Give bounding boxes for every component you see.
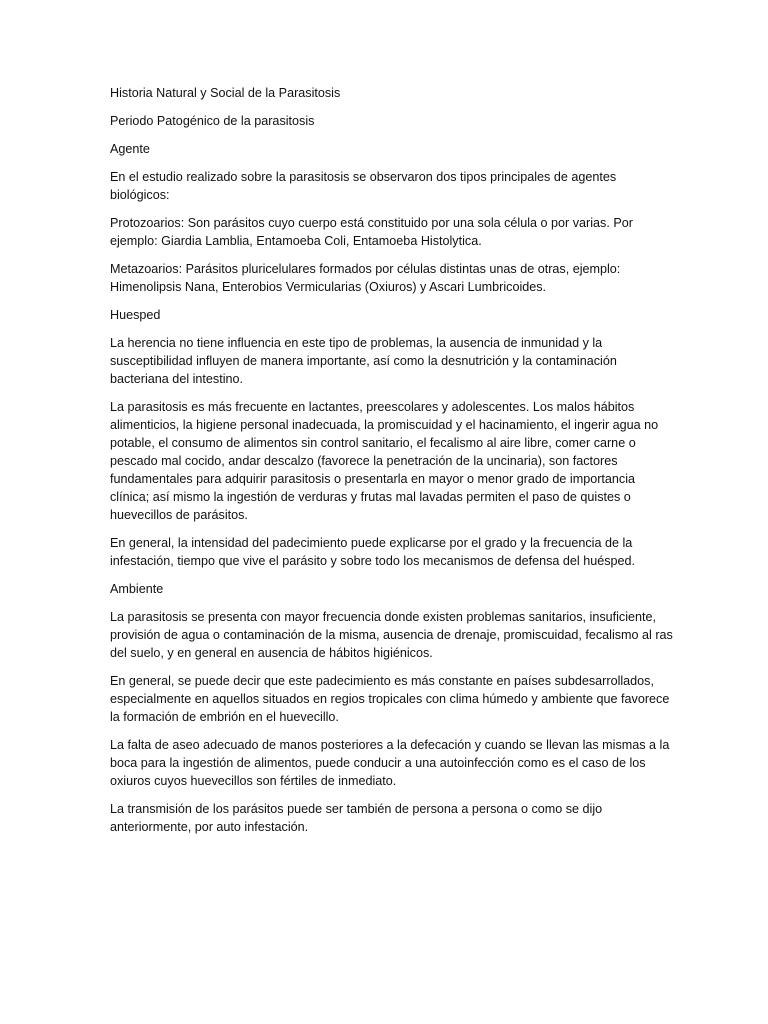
paragraph: En general, la intensidad del padecimiento puede explicarse por el grado y la frecuencia de la infestación, tiempo que vive el parásito y sobre todo los mecanismos de defensa del huésped. bbox=[110, 536, 636, 568]
section-heading-agente: Agente bbox=[110, 142, 150, 156]
paragraph: La herencia no tiene influencia en este tipo de problemas, la ausencia de inmunidad y la susceptibilidad influyen de manera importante, así como la desnutrición y la contaminación bacteriana del intestino. bbox=[110, 336, 617, 386]
section-heading-ambiente: Ambiente bbox=[110, 582, 164, 596]
document-page bbox=[110, 84, 676, 846]
paragraph: En el estudio realizado sobre la parasitosis se observaron dos tipos principales de agentes biológicos: bbox=[110, 170, 617, 202]
paragraph: Protozoarios: Son parásitos cuyo cuerpo está constituido por una sola célula o por varias. Por ejemplo: Giardia Lamblia, Entamoeba Coli, Entamoeba Histolytica. bbox=[110, 216, 633, 248]
paragraph: Metazoarios: Parásitos pluricelulares formados por células distintas unas de otras, ejemplo: Himenolipsis Nana, Enterobios Vermicularias (Oxiuros) y Ascari Lumbricoides. bbox=[110, 262, 621, 294]
section-heading-huesped: Huesped bbox=[110, 308, 161, 322]
paragraph: En general, se puede decir que este padecimiento es más constante en países subdesarrollados, especialmente en aquellos situados en regios tropicales con clima húmedo y ambiente que favorece la formación de embrión en el huevecillo. bbox=[110, 674, 670, 724]
paragraph: La parasitosis es más frecuente en lactantes, preescolares y adolescentes. Los malos hábitos alimenticios, la higiene personal inadecuada, la promiscuidad y el hacinamiento, el ingerir agua no potable, el consumo de alimentos sin control sanitario, el fecalismo al aire libre, comer carne o pescado mal cocido, andar descalzo (favorece la penetración de la uncinaria), son factores fundamentales para adquirir parasitosis o presentarla en mayor o menor grado de importancia clínica; así mismo la ingestión de verduras y frutas mal lavadas permiten el paso de quistes o huevecillos de parásitos. bbox=[110, 400, 659, 522]
document-title: Historia Natural y Social de la Parasitosis bbox=[110, 86, 341, 100]
paragraph: La parasitosis se presenta con mayor frecuencia donde existen problemas sanitarios, insuficiente, provisión de agua o contaminación de la misma, ausencia de drenaje, promiscuidad, fecalismo al ras del suelo, y en general en ausencia de hábitos higiénicos. bbox=[110, 610, 673, 660]
paragraph: La falta de aseo adecuado de manos posteriores a la defecación y cuando se llevan las mismas a la boca para la ingestión de alimentos, puede conducir a una autoinfección como es el caso de los oxiuros cuyos huevecillos son fértiles de inmediato. bbox=[110, 738, 670, 788]
paragraph: La transmisión de los parásitos puede ser también de persona a persona o como se dijo anteriormente, por auto infestación. bbox=[110, 802, 603, 834]
document-subtitle: Periodo Patogénico de la parasitosis bbox=[110, 114, 315, 128]
